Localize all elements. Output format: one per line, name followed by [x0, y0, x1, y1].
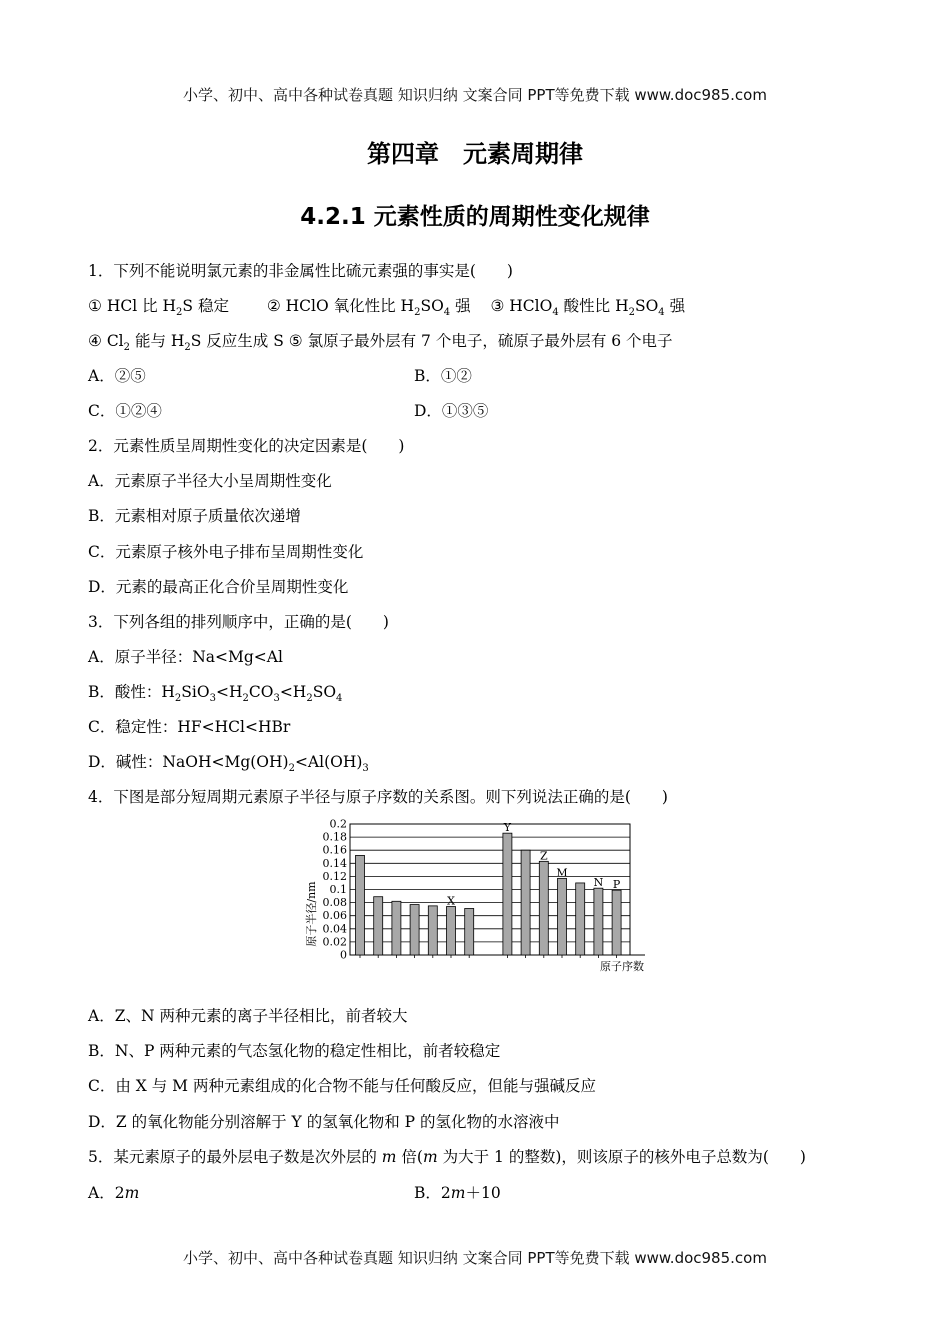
q1-option-c[interactable]: C．①②④ — [88, 402, 162, 420]
chart-y-ticks — [323, 818, 348, 962]
q2-option-d[interactable]: D．元素的最高正化合价呈周期性变化 — [88, 578, 349, 596]
chart-y-tick-label: 0.16 — [322, 843, 347, 857]
q3-option-a[interactable]: A．原子半径：Na<Mg<Al — [88, 648, 283, 666]
chart-bar-label: P — [612, 878, 621, 892]
q2-stem: 2．元素性质呈周期性变化的决定因素是( ) — [88, 437, 405, 455]
q3-option-d[interactable]: D．碱性：$NaOH<Mg(OH)_2<Al(OH)_3$ — [88, 753, 369, 775]
q4-option-b[interactable]: B．N、P 两种元素的气态氢化物的稳定性相比，前者较稳定 — [88, 1042, 501, 1060]
chart-x-label: 原子序数 — [600, 960, 644, 973]
chart-bar-label: N — [593, 876, 604, 890]
q1-option-a[interactable]: A．②⑤ — [88, 367, 146, 385]
chart-bar — [410, 905, 419, 955]
q1-statements-a: ① HCl 比 $H_2S$ 稳定 ② HClO 氧化性比 $H_2SO_4$ 强 ③ HClO$_4$ 酸性比 $H_2SO_4$ 强 — [88, 297, 686, 319]
q3-option-c[interactable]: C．稳定性：HF<HCl<HBr — [88, 718, 291, 736]
chart-bar — [374, 897, 383, 955]
chart-bar — [503, 833, 512, 955]
q3-option-b[interactable]: B．酸性：$H_2SiO_3<H_2CO_3<H_2SO_4$ — [88, 683, 343, 705]
chart-bar — [558, 878, 567, 955]
chart-bar — [594, 888, 603, 955]
chart-y-tick-label: 0.06 — [322, 909, 347, 923]
chart-bar — [612, 890, 621, 955]
q4-stem: 4．下图是部分短周期元素原子半径与原子序数的关系图。则下列说法正确的是( ) — [88, 788, 668, 806]
chart-y-tick-label: 0.12 — [322, 869, 347, 883]
chart-y-tick-label: 0.18 — [322, 830, 347, 844]
q4-option-c[interactable]: C．由 X 与 M 两种元素组成的化合物不能与任何酸反应，但能与强碱反应 — [88, 1077, 596, 1095]
q2-option-c[interactable]: C．元素原子核外电子排布呈周期性变化 — [88, 543, 364, 561]
chart-bar — [428, 906, 437, 955]
q5-option-a[interactable]: A．2m — [88, 1184, 140, 1202]
chart-bar — [521, 850, 530, 955]
q4-option-d[interactable]: D．Z 的氧化物能分别溶解于 Y 的氢氧化物和 P 的氢化物的水溶液中 — [88, 1113, 560, 1131]
chart-bar-label: Z — [539, 849, 548, 863]
q5-stem: 5．某元素原子的最外层电子数是次外层的 m 倍(m 为大于 1 的整数)，则该原子的核外电子总数为( ) — [88, 1148, 806, 1166]
chart-y-tick-label: 0.2 — [329, 817, 347, 831]
chart-y-tick-label: 0.14 — [322, 856, 347, 870]
chart-y-tick-label: 0.02 — [322, 935, 347, 949]
q1-stem: 1．下列不能说明氯元素的非金属性比硫元素强的事实是( ) — [88, 262, 513, 280]
chart-y-tick-label: 0 — [340, 948, 347, 962]
chapter-title: 第四章 元素周期律 — [367, 140, 583, 168]
chart-bar-label: Y — [503, 821, 512, 835]
q2-option-b[interactable]: B．元素相对原子质量依次递增 — [88, 507, 301, 525]
q1-statements-b: ④ $Cl_2$ 能与 $H_2S$ 反应生成 S ⑤ 氯原子最外层有 7 个电子，硫原子最外层有 6 个电子 — [88, 332, 673, 354]
chart-bar-label: M — [556, 866, 568, 880]
header-banner: 小学、初中、高中各种试卷真题 知识归纳 文案合同 PPT等免费下载 www.doc985.com — [183, 86, 767, 104]
chart-bar — [576, 883, 585, 955]
chart-bar — [539, 861, 548, 955]
chart-bar — [447, 907, 456, 955]
chart-bar-label: X — [447, 894, 455, 908]
chart-y-tick-label: 0.1 — [329, 883, 347, 896]
chart-y-tick-label: 0.04 — [322, 922, 347, 936]
lesson-title: 4.2.1 元素性质的周期性变化规律 — [300, 204, 650, 230]
chart-bar — [356, 855, 365, 955]
chart-bars — [356, 833, 622, 958]
chart-y-label: 原子半径/nm — [305, 881, 318, 947]
q2-option-a[interactable]: A．元素原子半径大小呈周期性变化 — [88, 472, 332, 490]
q1-option-d[interactable]: D．①③⑤ — [414, 402, 489, 420]
chart-y-tick-label: 0.08 — [322, 896, 347, 910]
footer-banner: 小学、初中、高中各种试卷真题 知识归纳 文案合同 PPT等免费下载 www.doc985.com — [183, 1249, 767, 1267]
q1-option-b[interactable]: B．①② — [414, 367, 472, 385]
chart-bar — [392, 901, 401, 955]
atomic-radius-chart — [300, 814, 660, 978]
q4-option-a[interactable]: A．Z、N 两种元素的离子半径相比，前者较大 — [88, 1007, 408, 1025]
chart-bar — [465, 908, 474, 955]
q3-stem: 3．下列各组的排列顺序中，正确的是( ) — [88, 613, 389, 631]
q5-option-b[interactable]: B．2m＋10 — [414, 1184, 501, 1202]
